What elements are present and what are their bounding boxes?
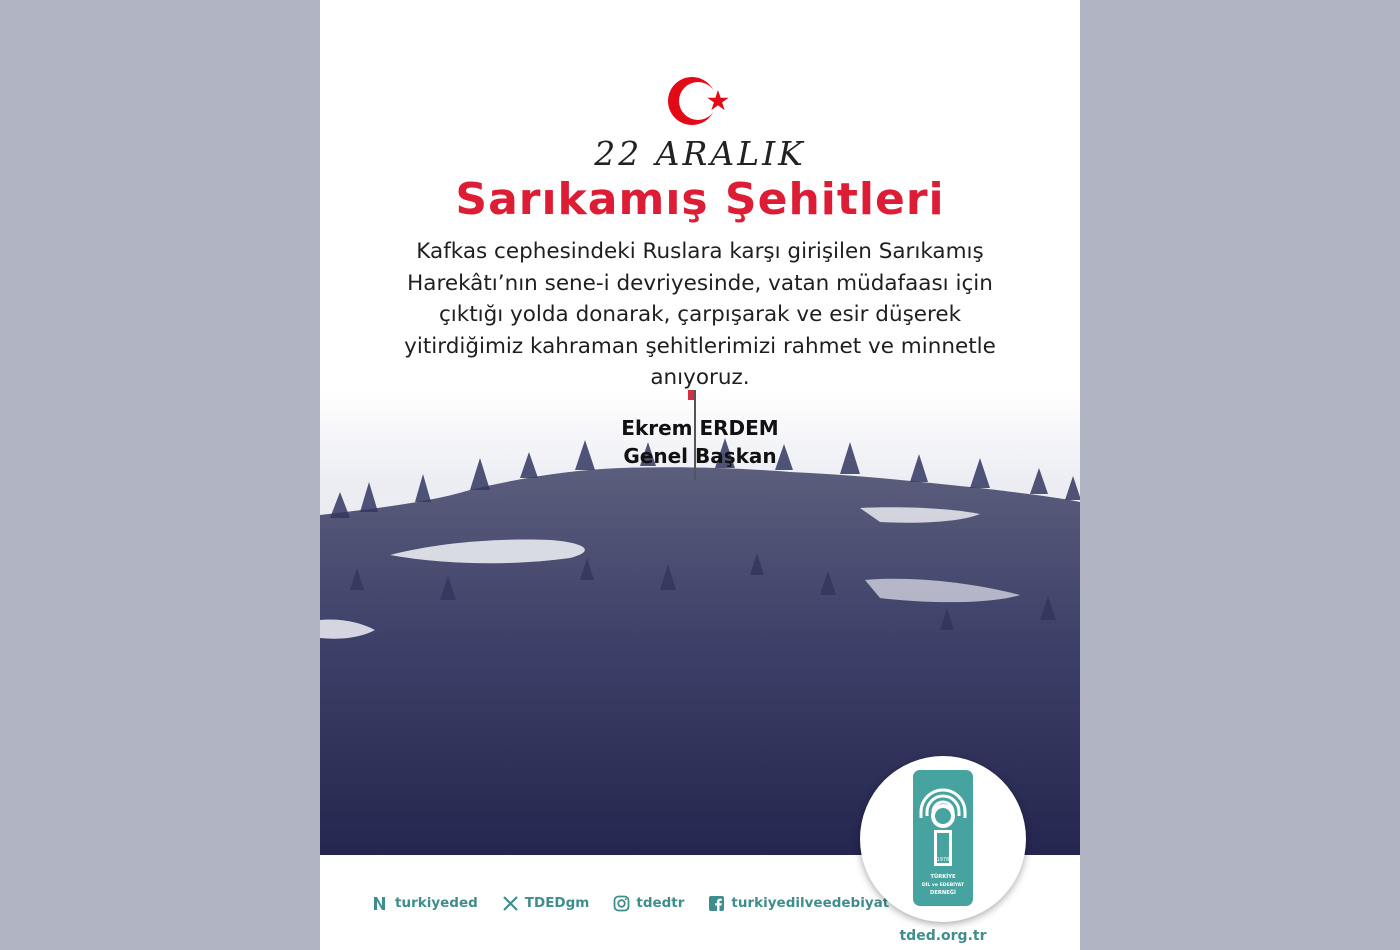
website-link[interactable]: tded.org.tr	[899, 928, 987, 944]
crescent-star-icon	[666, 72, 734, 130]
social-label: turkiyeded	[395, 895, 478, 911]
social-label: TDEDgm	[524, 895, 590, 911]
page-title: Sarıkamış Şehitleri	[455, 174, 945, 225]
social-link-nsosyal[interactable]	[372, 895, 478, 912]
tded-logo[interactable]	[860, 756, 1026, 922]
social-link-instagram[interactable]	[613, 895, 684, 912]
logo-text-line-2: DİL ve EDEBİYAT	[921, 883, 965, 888]
logo-text-line-3: DERNEĞİ	[930, 890, 956, 896]
logo-text-line-1: TÜRKİYE	[930, 874, 956, 880]
instagram-icon	[613, 895, 630, 912]
signature-name: Ekrem ERDEM	[621, 416, 779, 440]
date-heading: 22 ARALIK	[594, 134, 806, 173]
signature-title: Genel Başkan	[623, 444, 777, 468]
social-links	[372, 888, 889, 918]
commemoration-message: Kafkas cephesindeki Ruslara karşı girişilen Sarıkamış Harekâtı’nın sene-i devriyesinde, vatan müdafaası için çıktığı yolda donarak, çarpışarak ve esir düşerek yitirdiğimiz kahraman şehitlerimizi rahmet ve minnetle anıyoruz.	[404, 239, 996, 390]
logo-year: 1978	[936, 857, 950, 863]
tded-emblem-icon	[913, 770, 973, 906]
social-label: tdedtr	[636, 895, 685, 911]
social-link-facebook[interactable]	[708, 895, 889, 912]
facebook-icon	[708, 895, 725, 912]
social-label: turkiyedilveedebiyat	[731, 895, 890, 911]
signature	[320, 414, 1080, 470]
poster	[320, 0, 1080, 950]
x-icon	[502, 895, 519, 912]
nsosyal-icon	[372, 895, 389, 912]
social-link-x[interactable]	[502, 895, 590, 912]
